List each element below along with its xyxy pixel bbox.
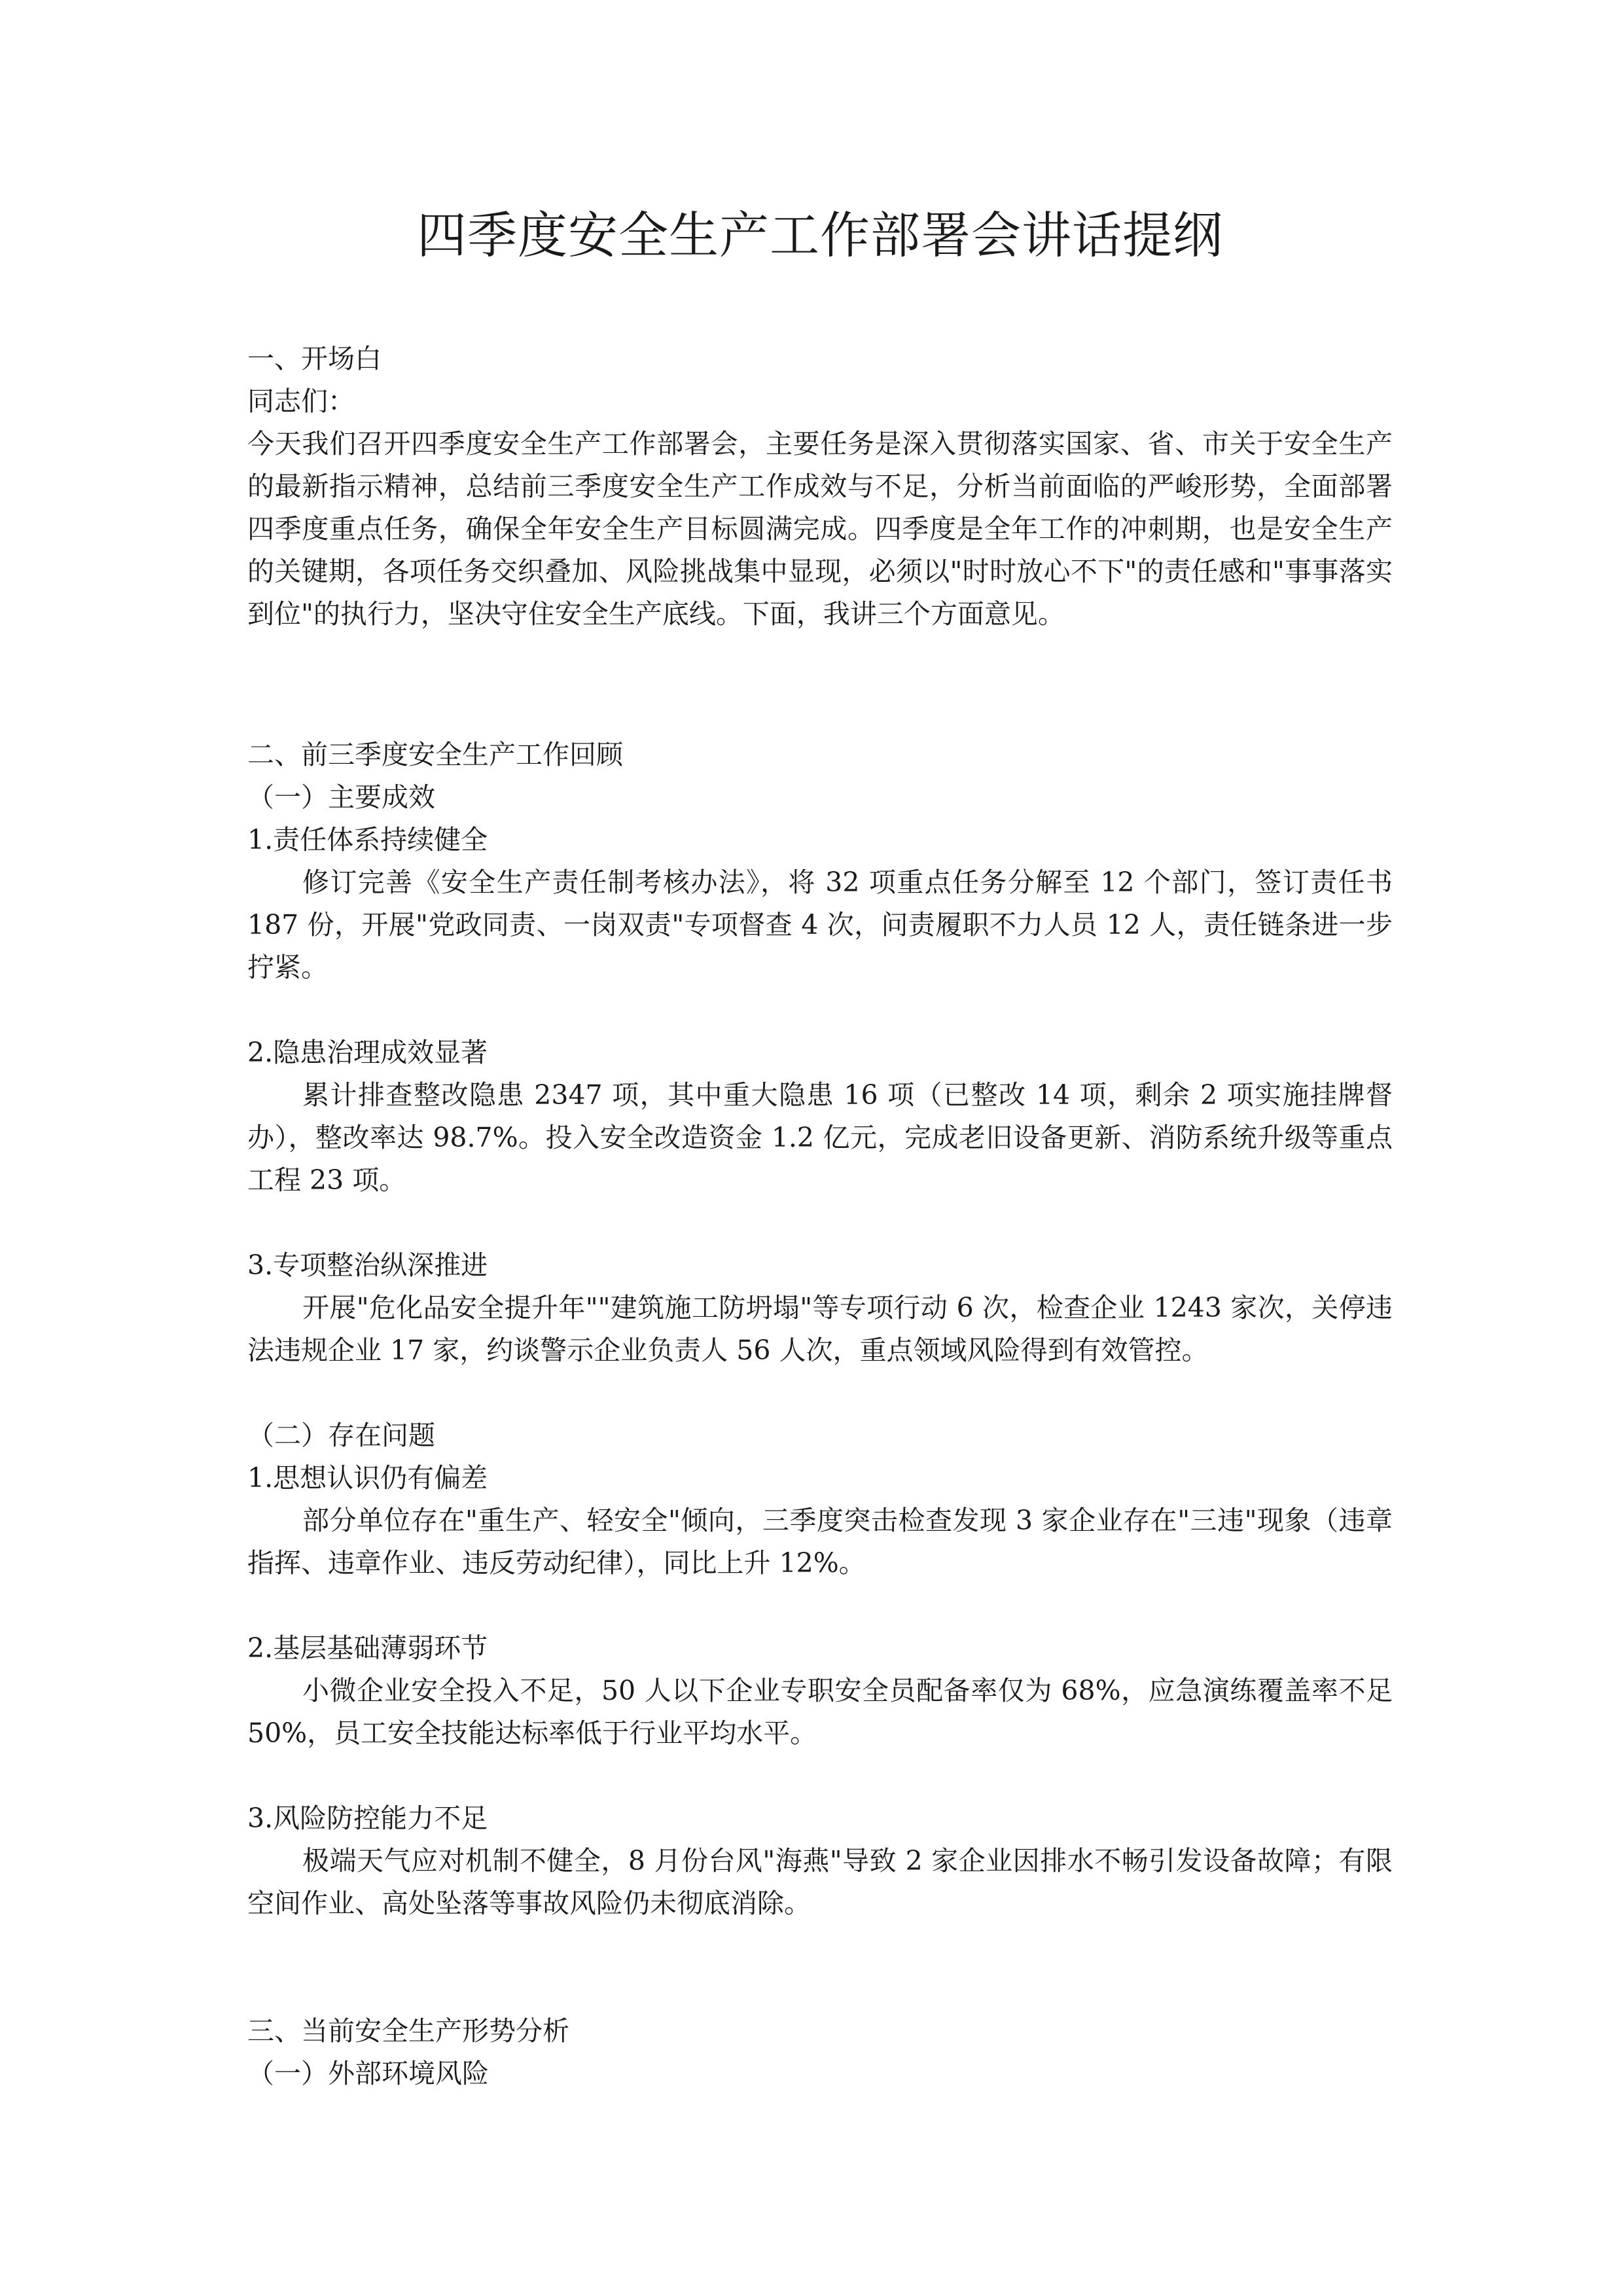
spacer: [247, 1585, 1393, 1627]
item-heading: 2.基层基础薄弱环节: [247, 1632, 488, 1664]
item-paragraph: 极端天气应对机制不健全，8 月份台风"海燕"导致 2 家企业因排水不畅引发设备故障；有限空间作业、高处坠落等事故风险仍未彻底消除。: [247, 1845, 1393, 1919]
spacer: [247, 1372, 1393, 1414]
item-paragraph: 开展"危化品安全提升年""建筑施工防坍塌"等专项行动 6 次，检查企业 1243 家次，关停违法违规企业 17 家，约谈警示企业负责人 56 人次，重点领域风险得到有效管控。: [247, 1292, 1393, 1366]
item-heading: 3.风险防控能力不足: [247, 1803, 488, 1834]
subsection-heading-problems: （二）存在问题: [247, 1420, 435, 1451]
item-heading: 1.责任体系持续健全: [247, 824, 488, 855]
item-paragraph: 部分单位存在"重生产、轻安全"倾向，三季度突击检查发现 3 家企业存在"三违"现象（违章指挥、违章作业、违反劳动纪律），同比上升 12%。: [247, 1505, 1393, 1579]
subsection-heading-external-risks: （一）外部环境风险: [247, 2058, 489, 2089]
spacer: [247, 1202, 1393, 1244]
subsection-heading-achievements: （一）主要成效: [247, 781, 435, 813]
spacer: [247, 989, 1393, 1031]
item-heading: 2.隐患治理成效显著: [247, 1037, 488, 1068]
item-heading: 1.思想认识仍有偏差: [247, 1462, 488, 1494]
item-paragraph: 累计排查整改隐患 2347 项，其中重大隐患 16 项（已整改 14 项，剩余 2 项实施挂牌督办），整改率达 98.7%。投入安全改造资金 1.2 亿元，完成老旧设备更新、消防系统升级等重点工程 23 项。: [247, 1079, 1393, 1196]
opening-paragraph: 今天我们召开四季度安全生产工作部署会，主要任务是深入贯彻落实国家、省、市关于安全生产的最新指示精神，总结前三季度安全生产工作成效与不足，分析当前面临的严峻形势，全面部署四季度重点任务，确保全年安全生产目标圆满完成。四季度是全年工作的冲刺期，也是安全生产的关键期，各项任务交织叠加、风险挑战集中显现，必须以"时时放心不下"的责任感和"事事落实到位"的执行力，坚决守住安全生产底线。下面，我讲三个方面意见。: [247, 428, 1393, 630]
section-heading-review: 二、前三季度安全生产工作回顾: [247, 739, 623, 770]
spacer: [247, 1925, 1393, 2010]
section-heading-opening: 一、开场白: [247, 343, 382, 374]
section-heading-situation: 三、当前安全生产形势分析: [247, 2015, 569, 2047]
item-heading: 3.专项整治纵深推进: [247, 1249, 488, 1281]
spacer: [247, 636, 1393, 734]
page-title: 四季度安全生产工作部署会讲话提纲: [417, 206, 1223, 264]
item-paragraph: 小微企业安全投入不足，50 人以下企业专职安全员配备率仅为 68%，应急演练覆盖率不足 50%，员工安全技能达标率低于行业平均水平。: [247, 1675, 1393, 1749]
document-page: [247, 196, 1393, 2095]
salutation: 同志们：: [247, 386, 355, 417]
spacer: [247, 1755, 1393, 1797]
item-paragraph: 修订完善《安全生产责任制考核办法》，将 32 项重点任务分解至 12 个部门，签订责任书 187 份，开展"党政同责、一岗双责"专项督查 4 次，问责履职不力人员 12 人，责任链条进一步拧紧。: [247, 867, 1393, 983]
